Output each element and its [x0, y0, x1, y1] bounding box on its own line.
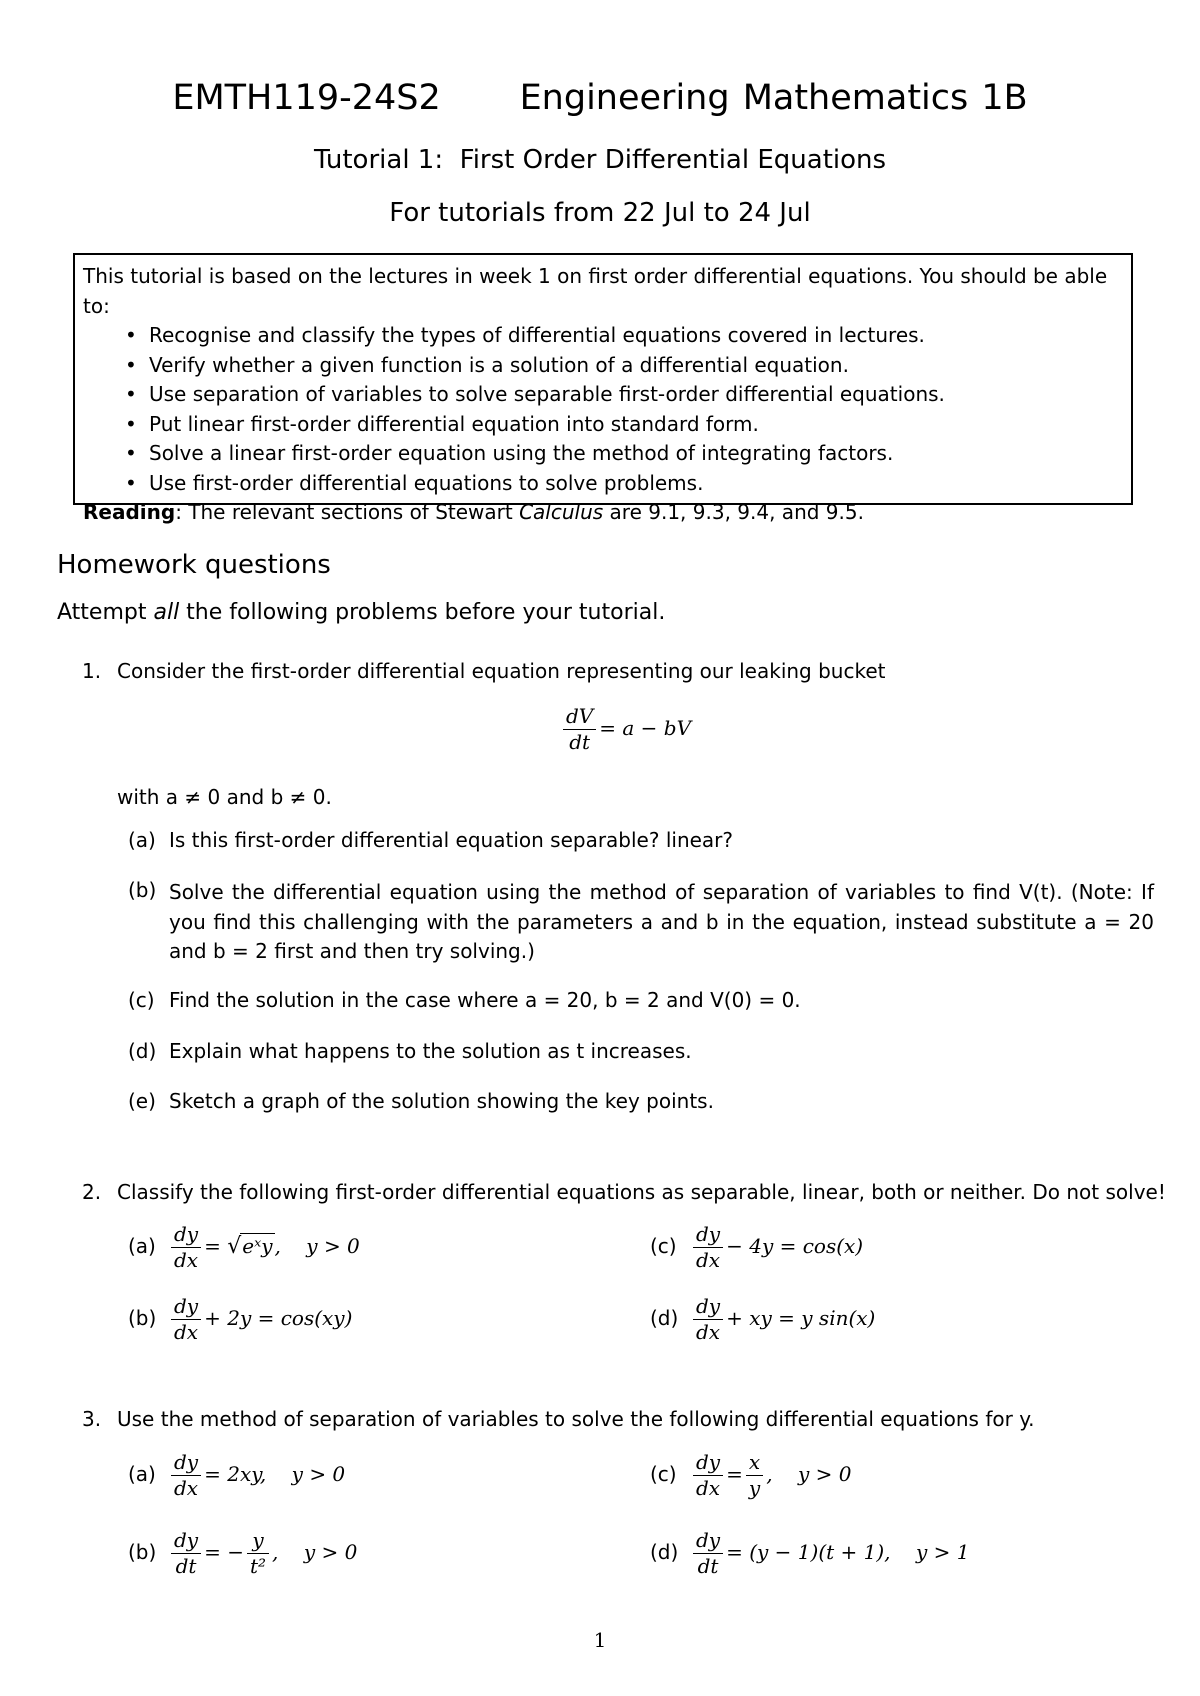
sqrt-argument: eˣy	[242, 1234, 273, 1258]
denominator: dx	[174, 1320, 199, 1344]
question-2-text: Classify the following first-order differential equations as separable, linear, both or neither. Do not solve!	[117, 1180, 1166, 1204]
fraction	[171, 1224, 201, 1271]
denominator: dt	[175, 1554, 197, 1578]
tutorial-dates: For tutorials from 22 Jul to 24 Jul	[389, 198, 811, 228]
numerator: dy	[174, 1222, 199, 1246]
fraction	[171, 1452, 201, 1499]
fraction	[693, 1224, 723, 1271]
part-label: (a)	[128, 1234, 156, 1258]
equation-2c	[650, 1224, 863, 1271]
numerator: dy	[696, 1528, 721, 1552]
reading-text: : The relevant sections of Stewart	[175, 500, 520, 524]
objective-item: • Solve a linear first-order equation using the method of integrating factors.	[83, 439, 1123, 469]
reading-book: Calculus	[519, 500, 604, 524]
course-name: Engineering Mathematics 1B	[519, 78, 1028, 118]
numerator: dy	[174, 1528, 199, 1552]
fraction	[171, 1296, 201, 1343]
question-1-conditions: with a ≠ 0 and b ≠ 0.	[117, 785, 332, 809]
question-1-number: 1.	[82, 659, 102, 683]
part-text: Solve the differential equation using the method of separation of variables to find V(t). (Note: If you find this challenging with the parameters a and b in the equation, instead substitute a = 20 and b = 2 first and then try solving.)	[169, 880, 1154, 963]
part-label: (c)	[128, 988, 155, 1012]
course-title	[0, 78, 1200, 118]
equation-2a: (a) $\frac{dy}{dx}$ = √eˣy , y > 0	[128, 1222, 360, 1272]
part-label: (d)	[128, 1039, 157, 1063]
objective-item: • Recognise and classify the types of differential equations covered in lectures.	[83, 321, 1123, 351]
equation-2d	[650, 1296, 875, 1343]
part-text: Explain what happens to the solution as t increases.	[169, 1039, 692, 1063]
denominator: y	[748, 1476, 761, 1500]
equation-rhs: − 4y = cos(x)	[726, 1234, 864, 1258]
objective-item: • Verify whether a given function is a solution of a differential equation.	[83, 351, 1123, 381]
part-label: (b)	[128, 878, 157, 902]
equals: =	[204, 1234, 228, 1258]
numerator: dy	[696, 1294, 721, 1318]
learning-objectives-box	[73, 253, 1133, 524]
part-label: (d)	[650, 1540, 679, 1564]
part-text: Find the solution in the case where a = 20, b = 2 and V(0) = 0.	[169, 988, 801, 1012]
equation-rhs: = (y − 1)(t + 1), y > 1	[726, 1540, 970, 1564]
fraction	[247, 1530, 269, 1577]
reading-sections: are 9.1, 9.3, 9.4, and 9.5.	[603, 500, 864, 524]
course-code: EMTH119-24S2	[172, 78, 441, 118]
tutorial-title: Tutorial 1: First Order Differential Equations	[313, 145, 887, 175]
numerator: dV	[566, 704, 594, 728]
reading-line	[83, 498, 1123, 528]
fraction	[563, 706, 596, 753]
part-text: Sketch a graph of the solution showing the key points.	[169, 1089, 714, 1113]
part-label: (c)	[650, 1462, 677, 1486]
numerator: dy	[696, 1450, 721, 1474]
equation-3b	[128, 1530, 357, 1577]
part-text: Is this first-order differential equation separable? linear?	[169, 828, 734, 852]
equation-2b	[128, 1296, 352, 1343]
question-1-text: Consider the first-order differential equation representing our leaking bucket	[117, 659, 886, 683]
objective-item: • Use separation of variables to solve separable first-order differential equations.	[83, 380, 1123, 410]
denominator: dt	[697, 1554, 719, 1578]
denominator: t²	[249, 1554, 267, 1578]
fraction	[171, 1530, 201, 1577]
question-3-number: 3.	[82, 1407, 102, 1431]
equation-3a	[128, 1452, 345, 1499]
part-label: (b)	[128, 1306, 157, 1330]
equation-3c	[650, 1452, 851, 1499]
part-label: (b)	[128, 1540, 157, 1564]
numerator: dy	[174, 1450, 199, 1474]
fraction	[693, 1530, 723, 1577]
denominator: dx	[696, 1320, 721, 1344]
denominator: dx	[174, 1476, 199, 1500]
intro-text-end: the following problems before your tutorial.	[179, 600, 666, 625]
denominator: dx	[696, 1476, 721, 1500]
equation-rhs: , y > 0	[274, 1234, 360, 1258]
objective-item: • Use first-order differential equations to solve problems.	[83, 469, 1123, 499]
fraction	[746, 1452, 763, 1499]
page-number: 1	[593, 1628, 607, 1652]
homework-intro	[57, 600, 665, 625]
numerator: dy	[696, 1222, 721, 1246]
equation-rhs: + xy = y sin(x)	[726, 1306, 876, 1330]
part-label: (d)	[650, 1306, 679, 1330]
equation-rhs: , y > 0	[272, 1540, 358, 1564]
intro-emphasis: all	[153, 600, 180, 625]
part-label: (e)	[128, 1089, 156, 1113]
equation-rhs: = a − bV	[599, 716, 692, 740]
denominator: dt	[569, 730, 591, 754]
question-1-equation	[560, 706, 691, 753]
objectives-list	[83, 321, 1123, 498]
intro-text: Attempt	[57, 600, 154, 625]
equals: =	[726, 1462, 743, 1486]
part-label: (a)	[128, 828, 156, 852]
equals: = −	[204, 1540, 244, 1564]
numerator: y	[252, 1528, 264, 1552]
objective-item: • Put linear first-order differential equation into standard form.	[83, 410, 1123, 440]
question-2-number: 2.	[82, 1180, 102, 1204]
reading-label: Reading	[83, 500, 176, 524]
numerator: x	[748, 1450, 761, 1474]
fraction	[693, 1296, 723, 1343]
denominator: dx	[696, 1248, 721, 1272]
question-3-text: Use the method of separation of variables to solve the following differential equations for y.	[117, 1407, 1035, 1431]
homework-heading: Homework questions	[57, 550, 331, 580]
part-label: (a)	[128, 1462, 156, 1486]
denominator: dx	[174, 1248, 199, 1272]
equation-3d	[650, 1530, 969, 1577]
equation-rhs: = 2xy, y > 0	[204, 1462, 346, 1486]
equation-rhs: , y > 0	[766, 1462, 852, 1486]
objectives-intro: This tutorial is based on the lectures in week 1 on first order differential equations. You should be able to:	[83, 264, 1108, 318]
numerator: dy	[174, 1294, 199, 1318]
part-label: (c)	[650, 1234, 677, 1258]
fraction	[693, 1452, 723, 1499]
equation-rhs: + 2y = cos(xy)	[204, 1306, 353, 1330]
